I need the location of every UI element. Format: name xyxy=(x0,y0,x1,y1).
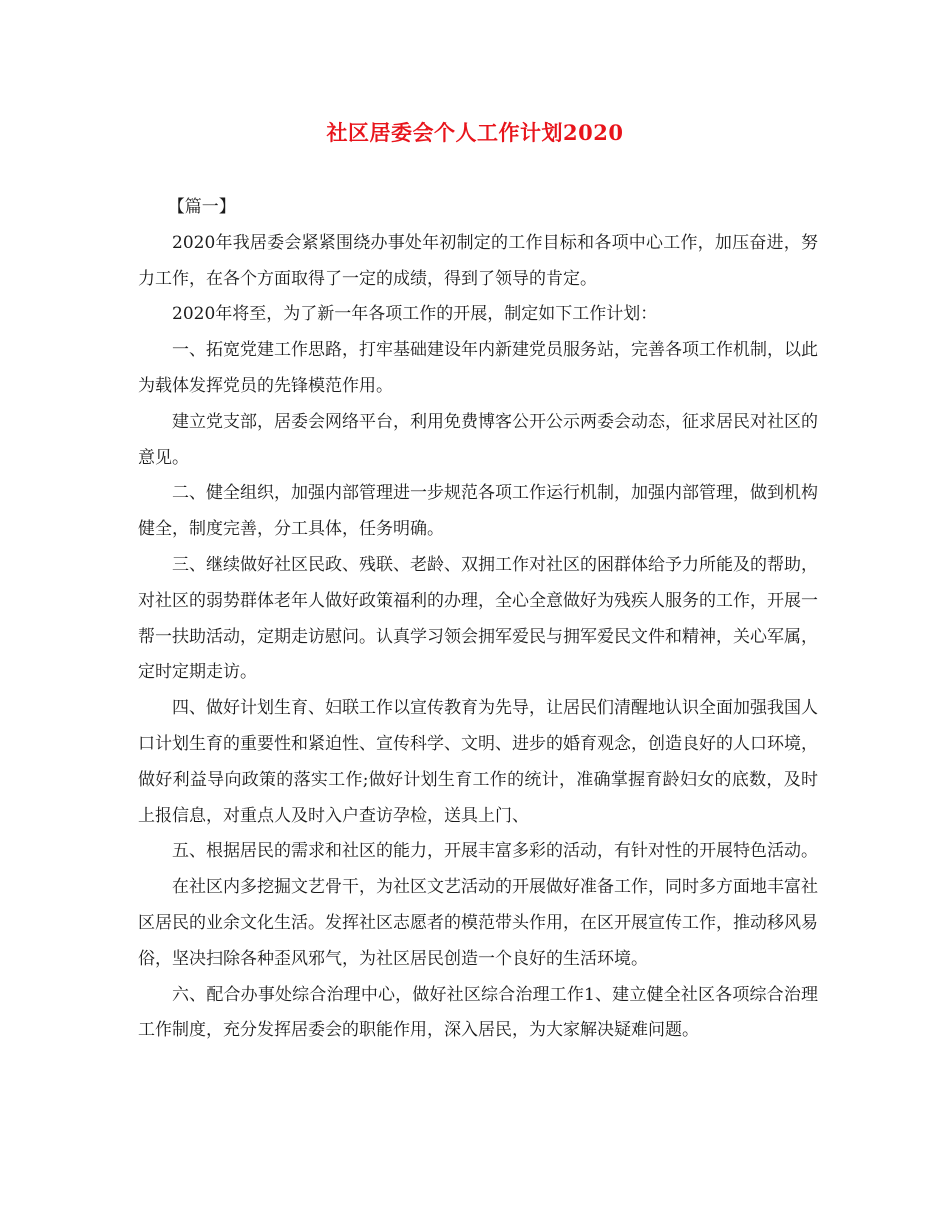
paragraph-item-5-detail: 在社区内多挖掘文艺骨干，为社区文艺活动的开展做好准备工作，同时多方面地丰富社区居民的业余文化生活。发挥社区志愿者的模范带头作用，在区开展宣传工作，推动移风易俗，坚决扫除各种歪风邪气，为社区居民创造一个良好的生活环境。 xyxy=(138,877,818,969)
section-label: 【篇一】 xyxy=(167,197,236,217)
paragraph-item-5: 五、根据居民的需求和社区的能力，开展丰富多彩的活动，有针对性的开展特色活动。 xyxy=(172,841,818,862)
paragraph-item-1: 一、拓宽党建工作思路，打牢基础建设年内新建党员服务站，完善各项工作机制，以此为载体发挥党员的先锋模范作用。 xyxy=(138,340,818,396)
paragraph-plan-lead: 2020年将至，为了新一年各项工作的开展，制定如下工作计划： xyxy=(172,304,658,325)
document-title: 社区居委会个人工作计划2020 xyxy=(326,120,624,145)
paragraph-item-4: 四、做好计划生育、妇联工作以宣传教育为先导，让居民们清醒地认识全面加强我国人口计划生育的重要性和紧迫性、宣传科学、文明、进步的婚育观念，创造良好的人口环境，做好利益导向政策的落实工作;做好计划生育工作的统计，准确掌握育龄妇女的底数，及时上报信息，对重点人及时入户查访孕检，送具上门、 xyxy=(138,698,818,826)
paragraph-item-3: 三、继续做好社区民政、残联、老龄、双拥工作对社区的困群体给予力所能及的帮助，对社区的弱势群体老年人做好政策福利的办理，全心全意做好为残疾人服务的工作，开展一帮一扶助活动，定期走访慰问。认真学习领会拥军爱民与拥军爱民文件和精神，关心军属，定时定期走访。 xyxy=(138,554,818,683)
paragraph-item-1-detail: 建立党支部，居委会网络平台，利用免费博客公开公示两委会动态，征求居民对社区的意见。 xyxy=(138,411,818,468)
paragraph-intro: 2020年我居委会紧紧围绕办事处年初制定的工作目标和各项中心工作，加压奋进，努力工作，在各个方面取得了一定的成绩，得到了领导的肯定。 xyxy=(138,232,818,289)
document-body xyxy=(138,190,818,1049)
paragraph-item-2: 二、健全组织，加强内部管理进一步规范各项工作运行机制，加强内部管理，做到机构健全，制度完善，分工具体，任务明确。 xyxy=(138,483,818,540)
paragraph-item-6: 六、配合办事处综合治理中心，做好社区综合治理工作1、建立健全社区各项综合治理工作制度，充分发挥居委会的职能作用，深入居民，为大家解决疑难问题。 xyxy=(138,984,818,1041)
